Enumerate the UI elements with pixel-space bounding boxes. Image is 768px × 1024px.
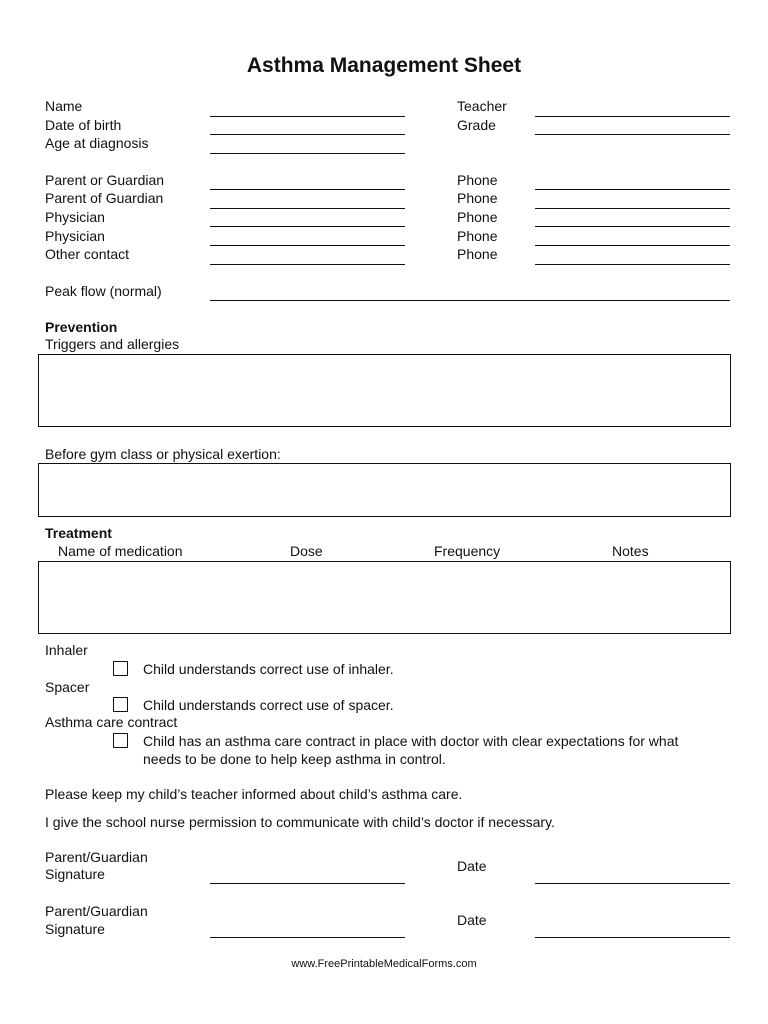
phone-label: Phone — [457, 190, 498, 206]
contact-label: Parent or Guardian — [45, 172, 165, 188]
contact-field[interactable] — [210, 245, 405, 246]
medication-textbox[interactable] — [38, 561, 731, 634]
signature-label: Parent/Guardian — [45, 849, 148, 865]
contract-checkbox[interactable] — [113, 733, 128, 748]
inhaler-label: Inhaler — [45, 642, 88, 658]
contract-check-text-continued: needs to be done to help keep asthma in control. — [143, 751, 446, 767]
date-field[interactable] — [535, 937, 730, 938]
teacher-label: Teacher — [457, 98, 507, 114]
name-field[interactable] — [210, 116, 405, 117]
inform-statement: Please keep my child’s teacher informed about child’s asthma care. — [45, 786, 463, 802]
gym-textbox[interactable] — [38, 463, 731, 517]
spacer-check-text: Child understands correct use of spacer. — [143, 697, 394, 713]
page-title: Asthma Management Sheet — [246, 54, 522, 77]
prevention-heading: Prevention — [45, 319, 118, 335]
contact-field[interactable] — [210, 189, 405, 190]
phone-field[interactable] — [535, 264, 730, 265]
grade-label: Grade — [457, 117, 496, 133]
column-header-notes: Notes — [612, 543, 649, 559]
phone-field[interactable] — [535, 245, 730, 246]
contact-field[interactable] — [210, 264, 405, 265]
name-label: Name — [45, 98, 83, 114]
column-header-dose: Dose — [290, 543, 323, 559]
contact-label: Parent of Guardian — [45, 190, 164, 206]
contact-field[interactable] — [210, 208, 405, 209]
contract-check-text: Child has an asthma care contract in place with doctor with clear expectations for what — [143, 733, 679, 749]
date-field[interactable] — [535, 883, 730, 884]
inhaler-checkbox[interactable] — [113, 661, 128, 676]
contact-label: Physician — [45, 209, 105, 225]
signature-field[interactable] — [210, 883, 405, 884]
dob-field[interactable] — [210, 134, 405, 135]
inhaler-check-text: Child understands correct use of inhaler. — [143, 661, 394, 677]
contact-label: Other contact — [45, 246, 130, 262]
age-diagnosis-label: Age at diagnosis — [45, 135, 149, 151]
phone-field[interactable] — [535, 208, 730, 209]
date-label: Date — [457, 858, 487, 874]
phone-label: Phone — [457, 228, 498, 244]
phone-label: Phone — [457, 172, 498, 188]
signature-label-continued: Signature — [45, 866, 105, 882]
grade-field[interactable] — [535, 134, 730, 135]
age-diagnosis-field[interactable] — [210, 153, 405, 154]
date-label: Date — [457, 912, 487, 928]
contact-label: Physician — [45, 228, 105, 244]
column-header-medication: Name of medication — [58, 543, 183, 559]
spacer-label: Spacer — [45, 679, 90, 695]
phone-field[interactable] — [535, 226, 730, 227]
triggers-label: Triggers and allergies — [45, 336, 180, 352]
phone-field[interactable] — [535, 189, 730, 190]
contact-field[interactable] — [210, 226, 405, 227]
dob-label: Date of birth — [45, 117, 122, 133]
peak-flow-label: Peak flow (normal) — [45, 283, 162, 299]
peak-flow-field[interactable] — [210, 300, 730, 301]
phone-label: Phone — [457, 246, 498, 262]
signature-label-continued: Signature — [45, 921, 105, 937]
signature-field[interactable] — [210, 937, 405, 938]
signature-label: Parent/Guardian — [45, 903, 148, 919]
gym-label: Before gym class or physical exertion: — [45, 446, 281, 462]
phone-label: Phone — [457, 209, 498, 225]
permission-statement: I give the school nurse permission to communicate with child’s doctor if necessary. — [45, 814, 555, 830]
column-header-frequency: Frequency — [434, 543, 501, 559]
treatment-heading: Treatment — [45, 525, 112, 541]
teacher-field[interactable] — [535, 116, 730, 117]
triggers-textbox[interactable] — [38, 354, 731, 427]
spacer-checkbox[interactable] — [113, 697, 128, 712]
footer-url: www.FreePrintableMedicalForms.com — [291, 958, 477, 970]
contract-label: Asthma care contract — [45, 714, 178, 730]
